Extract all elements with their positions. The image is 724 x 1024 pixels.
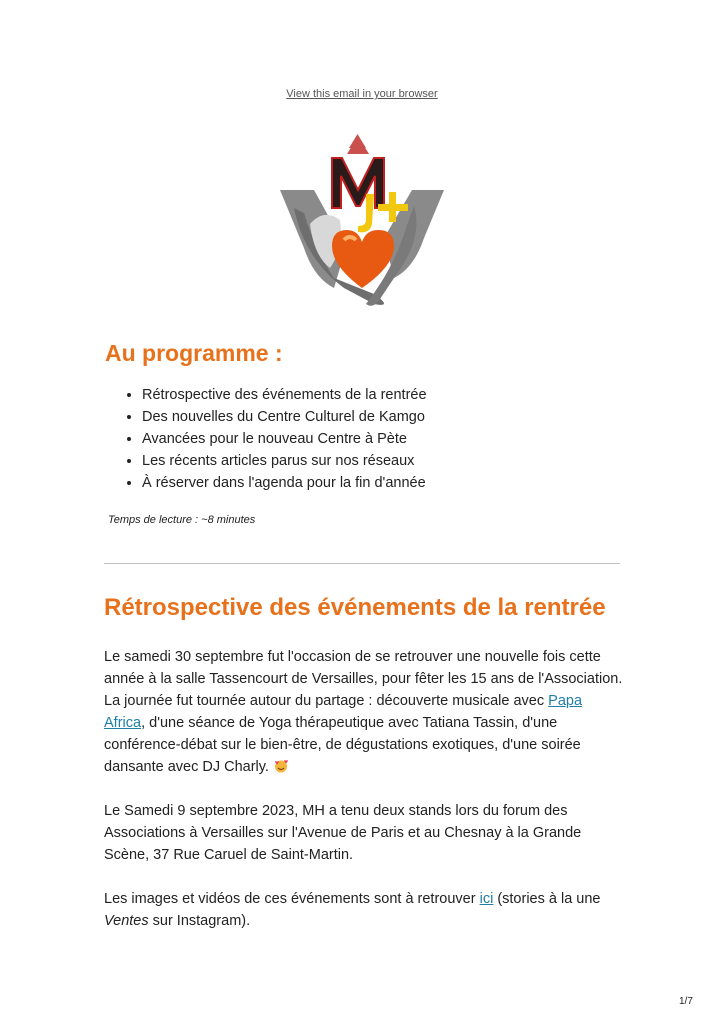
paragraph <box>104 646 624 778</box>
paragraph-text: (stories à la une <box>493 891 601 907</box>
page-number: 1/7 <box>679 996 693 1007</box>
list-item: • Des nouvelles du Centre Culturel de Kamgo <box>142 406 427 428</box>
list-item: • Rétrospective des événements de la rentrée <box>142 384 427 406</box>
reading-time: Temps de lecture : ~8 minutes <box>108 514 256 526</box>
list-item: • Les récents articles parus sur nos réseaux <box>142 450 427 472</box>
paragraph-text: , d'une séance de Yoga thérapeutique avec Tatiana Tassin, d'une conférence-débat sur le bien-être, de dégustations exotiques, d'une soirée dansante avec DJ Charly. <box>104 715 581 775</box>
view-in-browser-link[interactable]: View this email in your browser <box>286 88 438 100</box>
mh-logo <box>274 128 450 316</box>
paragraph-text: Les images et vidéos de ces événements sont à retrouver <box>104 891 480 907</box>
program-list <box>104 384 427 494</box>
list-item: • À réserver dans l'agenda pour la fin d'année <box>142 472 427 494</box>
smiling-face-with-hearts-icon <box>273 759 289 773</box>
program-title: Au programme : <box>105 340 283 366</box>
list-item: • Avancées pour le nouveau Centre à Pète <box>142 428 427 450</box>
paragraph-text: La journée fut tournée autour du partage : découverte musicale avec <box>104 693 549 709</box>
paragraph: Le Samedi 9 septembre 2023, MH a tenu deux stands lors du forum des Associations à Versailles sur l'Avenue de Paris et au Chesnay à la Grande Scène, 37 Rue Caruel de Saint-Martin. <box>104 803 582 863</box>
paragraph-text: sur Instagram). <box>148 913 251 929</box>
section-title: Rétrospective des événements de la rentrée <box>104 594 606 621</box>
paragraph <box>104 888 624 932</box>
instagram-highlight-name: Ventes <box>104 913 149 929</box>
papa-africa-link[interactable]: Papa Africa <box>104 693 583 731</box>
paragraph-text: Le samedi 30 septembre fut l'occasion de se retrouver une nouvelle fois cette année à la salle Tassencourt de Versailles, pour fêter les 15 ans de l'Association. <box>104 649 623 687</box>
divider <box>104 563 620 564</box>
ici-link[interactable]: ici <box>479 891 494 907</box>
retro-body <box>104 646 624 954</box>
